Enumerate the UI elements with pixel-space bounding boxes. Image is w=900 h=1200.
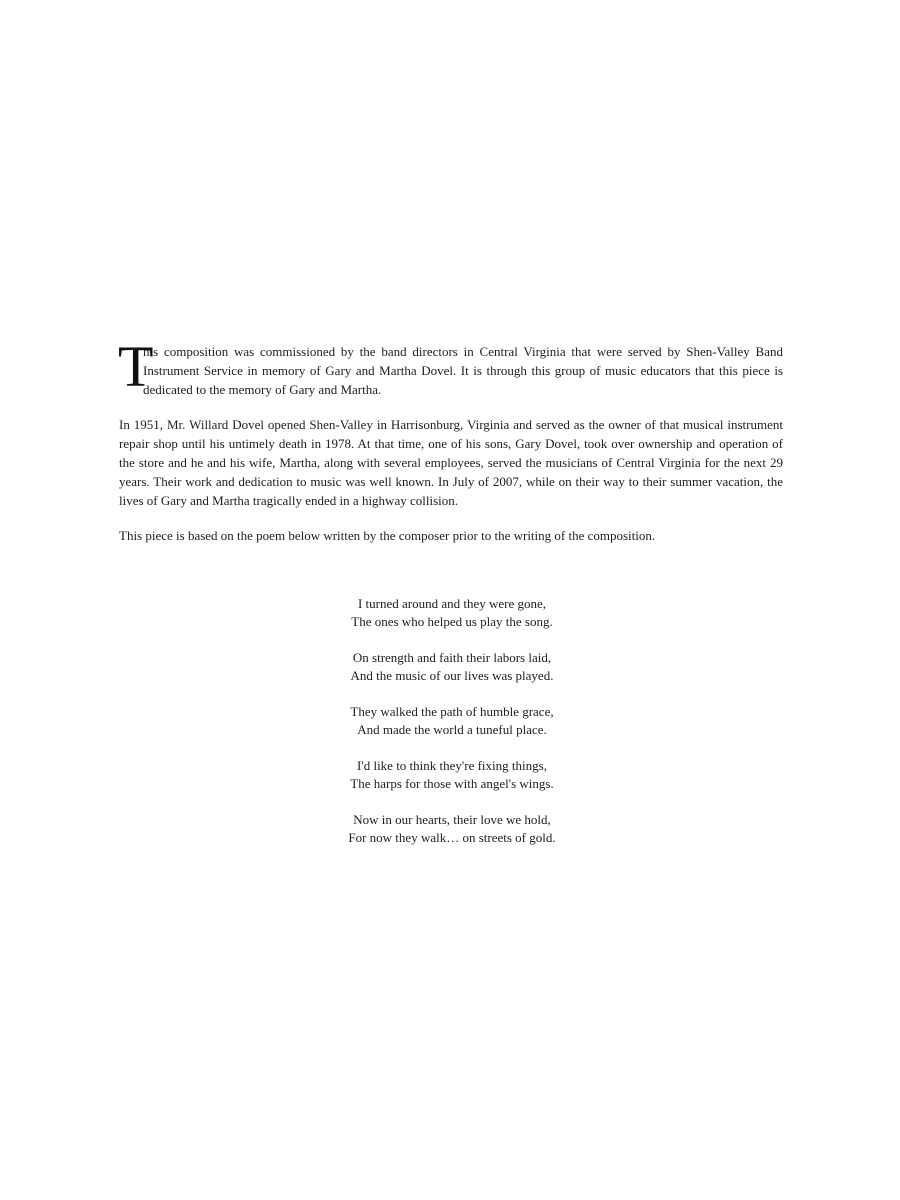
poem-line: I turned around and they were gone, [357,596,547,611]
poem [250,595,654,865]
poem-line: I'd like to think they're fixing things, [357,758,547,773]
poem-line: And made the world a tuneful place. [357,722,547,737]
intro-paragraph [118,334,783,399]
poem-line: For now they walk… on streets of gold. [348,830,556,845]
dedication-text [118,334,783,545]
intro-text: his composition was commissioned by the band directors in Central Virginia that were served by Shen-Valley Band Instrument Service in memory of Gary and Martha Dovel. It is through this group of music educators that this piece is dedicated to the memory of Gary and Martha. [143,344,783,397]
drop-cap: T [118,334,154,399]
poem-line: Now in our hearts, their love we hold, [353,812,551,827]
poem-line: The harps for those with angel's wings. [350,776,554,791]
poem-stanza [250,757,654,793]
poem-line: The ones who helped us play the song. [351,614,553,629]
poem-line: They walked the path of humble grace, [350,704,554,719]
history-paragraph: In 1951, Mr. Willard Dovel opened Shen-Valley in Harrisonburg, Virginia and served as the owner of that musical instrument repair shop until his untimely death in 1978. At that time, one of his sons, Gary Dovel, took over ownership and operation of the store and he and his wife, Martha, along with several employees, served the musicians of Central Virginia for the next 29 years. Their work and dedication to music was well known. In July of 2007, while on their way to their summer vacation, the lives of Gary and Martha tragically ended in a highway collision. [119,417,783,508]
poem-stanza [250,595,654,631]
poem-note-paragraph: This piece is based on the poem below written by the composer prior to the writing of the composition. [119,528,656,543]
poem-line: On strength and faith their labors laid, [352,650,552,665]
poem-stanza [250,703,654,739]
poem-line: And the music of our lives was played. [350,668,554,683]
poem-stanza [250,649,654,685]
poem-stanza [250,811,654,847]
